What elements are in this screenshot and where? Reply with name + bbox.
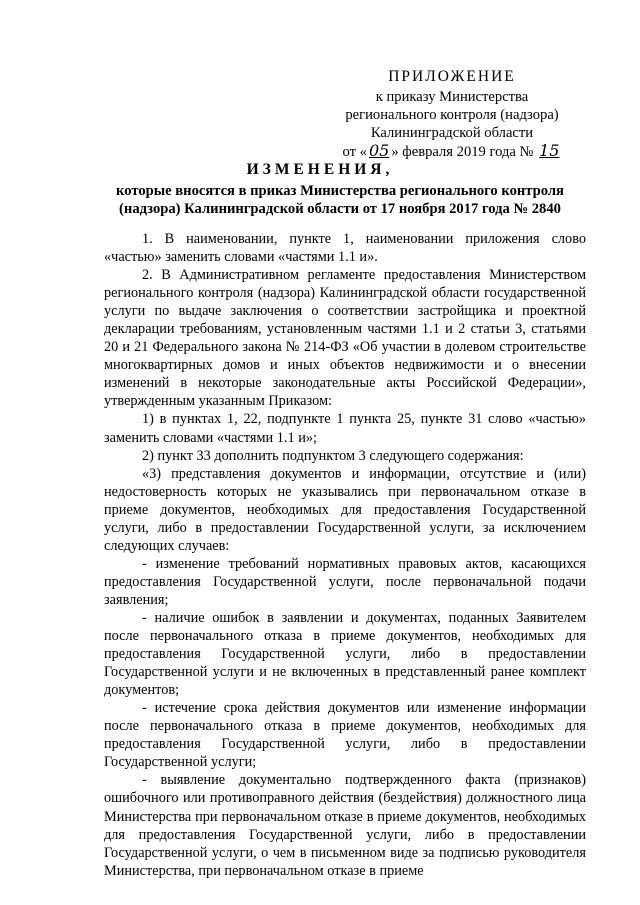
handwritten-day: 05 <box>368 141 390 160</box>
handwritten-number: 15 <box>539 141 560 160</box>
paragraph-1: 1. В наименовании, пункте 1, наименовании приложения слово «частью» заменить словами «частями 1.1 и». <box>104 231 586 266</box>
paragraph-7: - наличие ошибок в заявлении и документах, поданных Заявителем после первоначального отказа в приеме документов, необходимых для предоставления Государственной услуги, либо в предоставлении Государственной услуги и не включенных в представленный ранее комплект документов; <box>104 609 586 699</box>
document-title: ИЗМЕНЕНИЯ, <box>246 161 394 178</box>
paragraph-6: - изменение требований нормативных правовых актов, касающихся предоставления Государственной услуги, после первоначальной подачи заявления; <box>104 555 586 608</box>
appendix-block <box>322 68 582 161</box>
paragraph-4: 2) пункт 33 дополнить подпунктом 3 следующего содержания: <box>142 447 524 464</box>
paragraph-9: - выявление документально подтвержденного факта (признаков) ошибочного или противоправного действия (бездействия) должностного лица Министерства при первоначальном отказе в приеме документов, необходимых для предоставления Государственной услуги, либо в предоставлении Государственной услуги, о чем в письменном виде за подписью руководителя Министерства, при первоначальном отказе в приеме <box>104 772 586 879</box>
appendix-line-1: к приказу Министерства <box>375 89 529 105</box>
appendix-line-2: регионального контроля (надзора) <box>345 107 559 123</box>
paragraph-3: 1) в пунктах 1, 22, подпункте 1 пункта 25, пункте 31 слово «частью» заменить словами «частями 1.1 и»; <box>104 411 586 446</box>
date-mid: » февраля 2019 года № <box>391 144 534 160</box>
paragraph-8: - истечение срока действия документов или изменение информации после первоначального отказа в приеме документов, необходимых для предоставления Государственной услуги, либо в предоставлении Государственной услуги; <box>104 700 586 771</box>
appendix-date-line <box>322 142 582 161</box>
date-prefix: от « <box>342 144 367 160</box>
paragraph-5: «3) представления документов и информации, отсутствие и (или) недостоверность которых не указывались при первоначальном отказе в приеме документов, необходимых для предоставления Государственной услуги, либо в предоставлении Государственной услуги, за исключением следующих случаев: <box>104 465 586 554</box>
document-subtitle <box>100 182 580 218</box>
subtitle-line-2: (надзора) Калининградской области от 17 ноября 2017 года № 2840 <box>119 201 561 217</box>
appendix-line-3: Калининградской области <box>370 125 534 141</box>
paragraph-2: 2. В Административном регламенте предоставления Министерством регионального контроля (надзора) Калининградской области государственной услуги по выдаче заключения о соответствии застройщика и проектной декларации требованиям, установленным частями 1.1 и 2 статьи 3, статьями 20 и 21 Федерального закона № 214-ФЗ «Об участии в долевом строительстве многоквартирных домов и иных объектов недвижимости и о внесении изменений в некоторые законодательные акты Российской Федерации», утвержденным указанным Приказом: <box>104 267 586 410</box>
appendix-heading: ПРИЛОЖЕНИЕ <box>388 68 516 85</box>
subtitle-line-1: которые вносятся в приказ Министерства регионального контроля <box>116 183 564 199</box>
document-body <box>104 230 586 880</box>
